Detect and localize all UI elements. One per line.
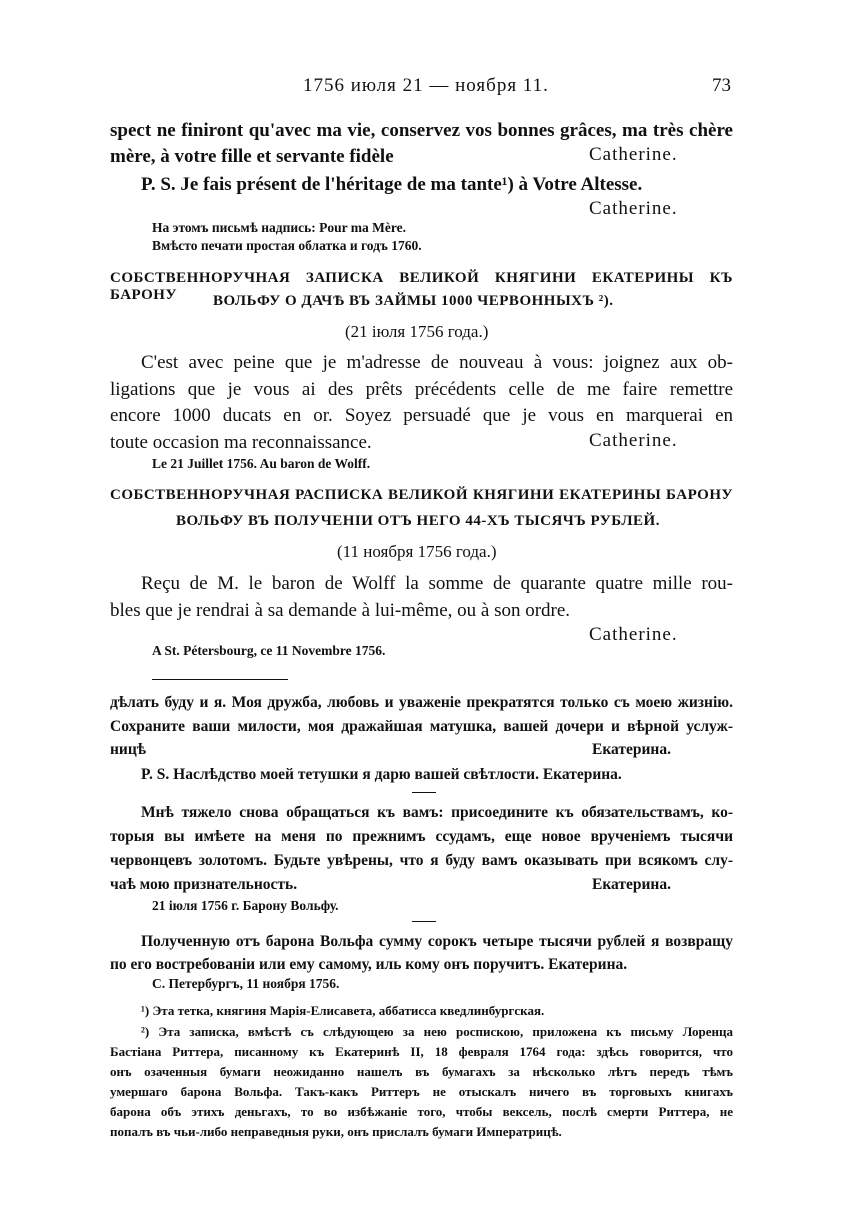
footnote-1: ¹) Эта тетка, княгиня Марія-Елисавета, аббатисса кведлинбургская. — [141, 1003, 545, 1018]
short-divider-2 — [412, 921, 436, 922]
letter-line-2: mère, à votre fille et servante fidèle — [110, 146, 394, 167]
translation-2-line-3: червонцевъ золотомъ. Будьте увѣрены, что я буду вамъ оказывать при всякомъ слу- — [110, 852, 733, 869]
translation-3-line-2: по его востребованіи или ему самому, иль кому онъ поручитъ. Екатерина. — [110, 956, 628, 973]
note-signature: Catherine. — [589, 430, 678, 451]
receipt-title-line-1: СОБСТВЕННОРУЧНАЯ РАСПИСКА ВЕЛИКОЙ КНЯГИНИ ЕКАТЕРИНЫ БАРОНУ — [110, 487, 733, 503]
note-paragraph-line-1: C'est avec peine que je m'adresse de nouveau à vous: joignez aux ob- — [141, 352, 733, 373]
receipt-signature: Catherine. — [589, 624, 678, 645]
page-number: 73 — [712, 75, 731, 96]
letter-signature-1: Catherine. — [589, 144, 678, 165]
letter-line-1: spect ne finiront qu'avec ma vie, conservez vos bonnes grâces, ma très chère — [110, 120, 733, 141]
short-divider-1 — [412, 792, 436, 793]
note-title-line-1: СОБСТВЕННОРУЧНАЯ ЗАПИСКА ВЕЛИКОЙ КНЯГИНИ ЕКАТЕРИНЫ КЪ БАРОНУ — [110, 270, 733, 303]
footnote-2-line-3: онъ озаченныя бумаги неожиданно нашелъ въ бумагахъ за нѣсколько лѣтъ передъ тѣмъ — [110, 1064, 733, 1079]
translation-1-signature: Екатерина. — [592, 741, 671, 758]
section-divider — [152, 679, 288, 680]
note-paragraph-line-2: ligations que je vous ai des prêts précédents celle de me faire remettre — [110, 379, 733, 400]
footnote-2-line-1: ²) Эта записка, вмѣстѣ съ слѣдующею за нею роспискою, приложена къ письму Лоренца — [141, 1024, 733, 1039]
receipt-paragraph-line-2: bles que je rendrai à sa demande à lui-même, ou à son ordre. — [110, 600, 571, 621]
receipt-date: (11 ноября 1756 года.) — [337, 542, 497, 561]
translation-2-line-2: торыя вы имѣете на меня по прежнимъ ссудамъ, еще новое врученіемъ тысячи — [110, 828, 733, 845]
note-date: (21 іюля 1756 года.) — [345, 322, 489, 341]
footnote-2-line-4: умершаго барона Вольфа. Такъ-какъ Риттеръ не отыскалъ ничего въ торговыхъ книгахъ — [110, 1084, 733, 1099]
note-paragraph-line-3: encore 1000 ducats en or. Soyez persuadé que je vous en marquerai en — [110, 405, 733, 426]
note-dateline: Le 21 Juillet 1756. Au baron de Wolff. — [152, 456, 371, 471]
note-paragraph-line-4: toute occasion ma reconnaissance. — [110, 432, 372, 453]
receipt-dateline: A St. Pétersbourg, ce 11 Novembre 1756. — [152, 643, 386, 658]
letter-note-2: Вмѣсто печати простая облатка и годъ 1760. — [152, 238, 422, 253]
translation-2-line-4: чаѣ мою признательность. — [110, 876, 298, 893]
translation-1-postscript: P. S. Наслѣдство моей тетушки я дарю вашей свѣтлости. Екатерина. — [141, 766, 622, 783]
translation-1-line-2: Сохраните ваши милости, моя дражайшая матушка, вашей дочери и вѣрной услуж- — [110, 718, 733, 735]
letter-signature-2: Catherine. — [589, 198, 678, 219]
footnote-2-line-2: Бастіана Риттера, писанному къ Екатеринѣ II, 18 февраля 1764 года: здѣсь говорится, что — [110, 1044, 733, 1059]
note-title-line-2: ВОЛЬФУ О ДАЧѢ ВЪ ЗАЙМЫ 1000 ЧЕРВОННЫХЪ ²). — [213, 293, 614, 309]
translation-2-line-1: Мнѣ тяжело снова обращаться къ вамъ: присоедините къ обязательствамъ, ко- — [141, 804, 733, 821]
receipt-title-line-2: ВОЛЬФУ ВЪ ПОЛУЧЕНІИ ОТЪ НЕГО 44-ХЪ ТЫСЯЧЪ РУБЛЕЙ. — [176, 513, 660, 529]
letter-note-1: На этомъ письмѣ надпись: Pour ma Mère. — [152, 220, 406, 235]
running-title: 1756 июля 21 — ноября 11. — [303, 75, 549, 96]
translation-1-line-1: дѣлать буду и я. Моя дружба, любовь и уваженіе прекратятся только съ моею жизнію. — [110, 694, 733, 711]
translation-1-line-3: ницѣ — [110, 741, 147, 758]
footnote-2-line-6: попалъ въ чьи-либо неправедныя руки, онъ прислалъ бумаги Императрицѣ. — [110, 1124, 562, 1139]
translation-3-line-1: Полученную отъ барона Вольфа сумму сорокъ четыре тысячи рублей я возвращу — [141, 933, 733, 950]
letter-postscript: P. S. Je fais présent de l'héritage de ma tante¹) à Votre Altesse. — [141, 174, 643, 195]
translation-3-dateline: С. Петербургъ, 11 ноября 1756. — [152, 976, 340, 991]
footnote-2-line-5: барона объ этихъ деньгахъ, то во избѣжаніе того, чтобы вексель, послѣ смерти Риттера, не — [110, 1104, 733, 1119]
translation-2-dateline: 21 іюля 1756 г. Барону Вольфу. — [152, 898, 339, 913]
translation-2-signature: Екатерина. — [592, 876, 671, 893]
receipt-paragraph-line-1: Reçu de M. le baron de Wolff la somme de quarante quatre mille rou- — [141, 573, 733, 594]
